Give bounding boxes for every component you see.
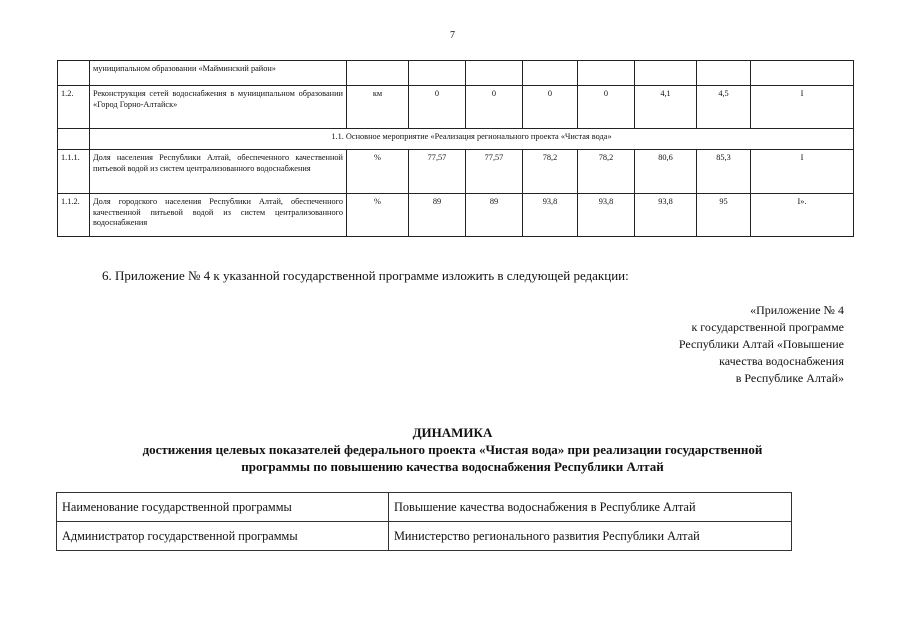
appendix-line: в Республике Алтай» (735, 371, 844, 385)
value-cell: 89 (466, 194, 523, 237)
value-cell (635, 61, 697, 86)
value-cell: 89 (409, 194, 466, 237)
table-row (57, 522, 792, 551)
info-value: Министерство регионального развития Республики Алтай (389, 522, 792, 551)
info-label: Администратор государственной программы (57, 522, 389, 551)
program-info-table (56, 492, 792, 551)
section-title: 1.1. Основное мероприятие «Реализация регионального проекта «Чистая вода» (90, 129, 854, 150)
table-row (58, 61, 854, 86)
value-cell: 0 (466, 86, 523, 129)
document-heading (0, 424, 905, 475)
value-cell (409, 61, 466, 86)
heading-line: достижения целевых показателей федерального проекта «Чистая вода» при реализации государственной (142, 442, 763, 457)
value-cell: 78,2 (523, 150, 578, 194)
appendix-line: качества водоснабжения (719, 354, 844, 368)
appendix-line: Республики Алтай «Повышение (678, 337, 844, 351)
section-row (58, 129, 854, 150)
value-cell: 93,8 (635, 194, 697, 237)
table-row (57, 493, 792, 522)
page-number: 7 (450, 30, 455, 41)
value-cell: 0 (409, 86, 466, 129)
appendix-line: «Приложение № 4 (750, 303, 844, 317)
heading-line: программы по повышению качества водоснабжения Республики Алтай (241, 459, 664, 474)
value-cell (466, 61, 523, 86)
info-label: Наименование государственной программы (57, 493, 389, 522)
amendment-paragraph: 6. Приложение № 4 к указанной государственной программе изложить в следующей редакции: (102, 268, 629, 283)
table-row (58, 194, 854, 237)
value-cell (697, 61, 751, 86)
value-cell: 0 (523, 86, 578, 129)
row-number: 1.2. (58, 86, 90, 129)
indicators-table (57, 60, 854, 237)
table-row (58, 150, 854, 194)
value-cell (523, 61, 578, 86)
unit-cell (347, 61, 409, 86)
indicator-name: Доля городского населения Республики Алтай, обеспеченного качественной питьевой водой из систем централизованного водоснабжения (90, 194, 347, 237)
type-cell: I (751, 150, 854, 194)
type-cell: I». (751, 194, 854, 237)
value-cell: 77,57 (409, 150, 466, 194)
indicator-name: Реконструкция сетей водоснабжения в муниципальном образовании «Город Горно-Алтайск» (90, 86, 347, 129)
unit-cell: % (347, 150, 409, 194)
value-cell: 93,8 (578, 194, 635, 237)
row-number (58, 61, 90, 86)
empty-cell (58, 129, 90, 150)
type-cell (751, 61, 854, 86)
value-cell (578, 61, 635, 86)
indicator-name: муниципальном образовании «Майминский район» (90, 61, 347, 86)
value-cell: 78,2 (578, 150, 635, 194)
value-cell: 0 (578, 86, 635, 129)
value-cell: 77,57 (466, 150, 523, 194)
value-cell: 80,6 (635, 150, 697, 194)
row-number: 1.1.1. (58, 150, 90, 194)
value-cell: 85,3 (697, 150, 751, 194)
appendix-reference (679, 302, 844, 387)
value-cell: 4,5 (697, 86, 751, 129)
unit-cell: % (347, 194, 409, 237)
info-value: Повышение качества водоснабжения в Республике Алтай (389, 493, 792, 522)
appendix-line: к государственной программе (691, 320, 844, 334)
unit-cell: км (347, 86, 409, 129)
row-number: 1.1.2. (58, 194, 90, 237)
value-cell: 4,1 (635, 86, 697, 129)
table-row (58, 86, 854, 129)
value-cell: 95 (697, 194, 751, 237)
value-cell: 93,8 (523, 194, 578, 237)
type-cell: I (751, 86, 854, 129)
heading-title: ДИНАМИКА (412, 425, 493, 440)
indicator-name: Доля населения Республики Алтай, обеспеченного качественной питьевой водой из систем централизованного водоснабжения (90, 150, 347, 194)
